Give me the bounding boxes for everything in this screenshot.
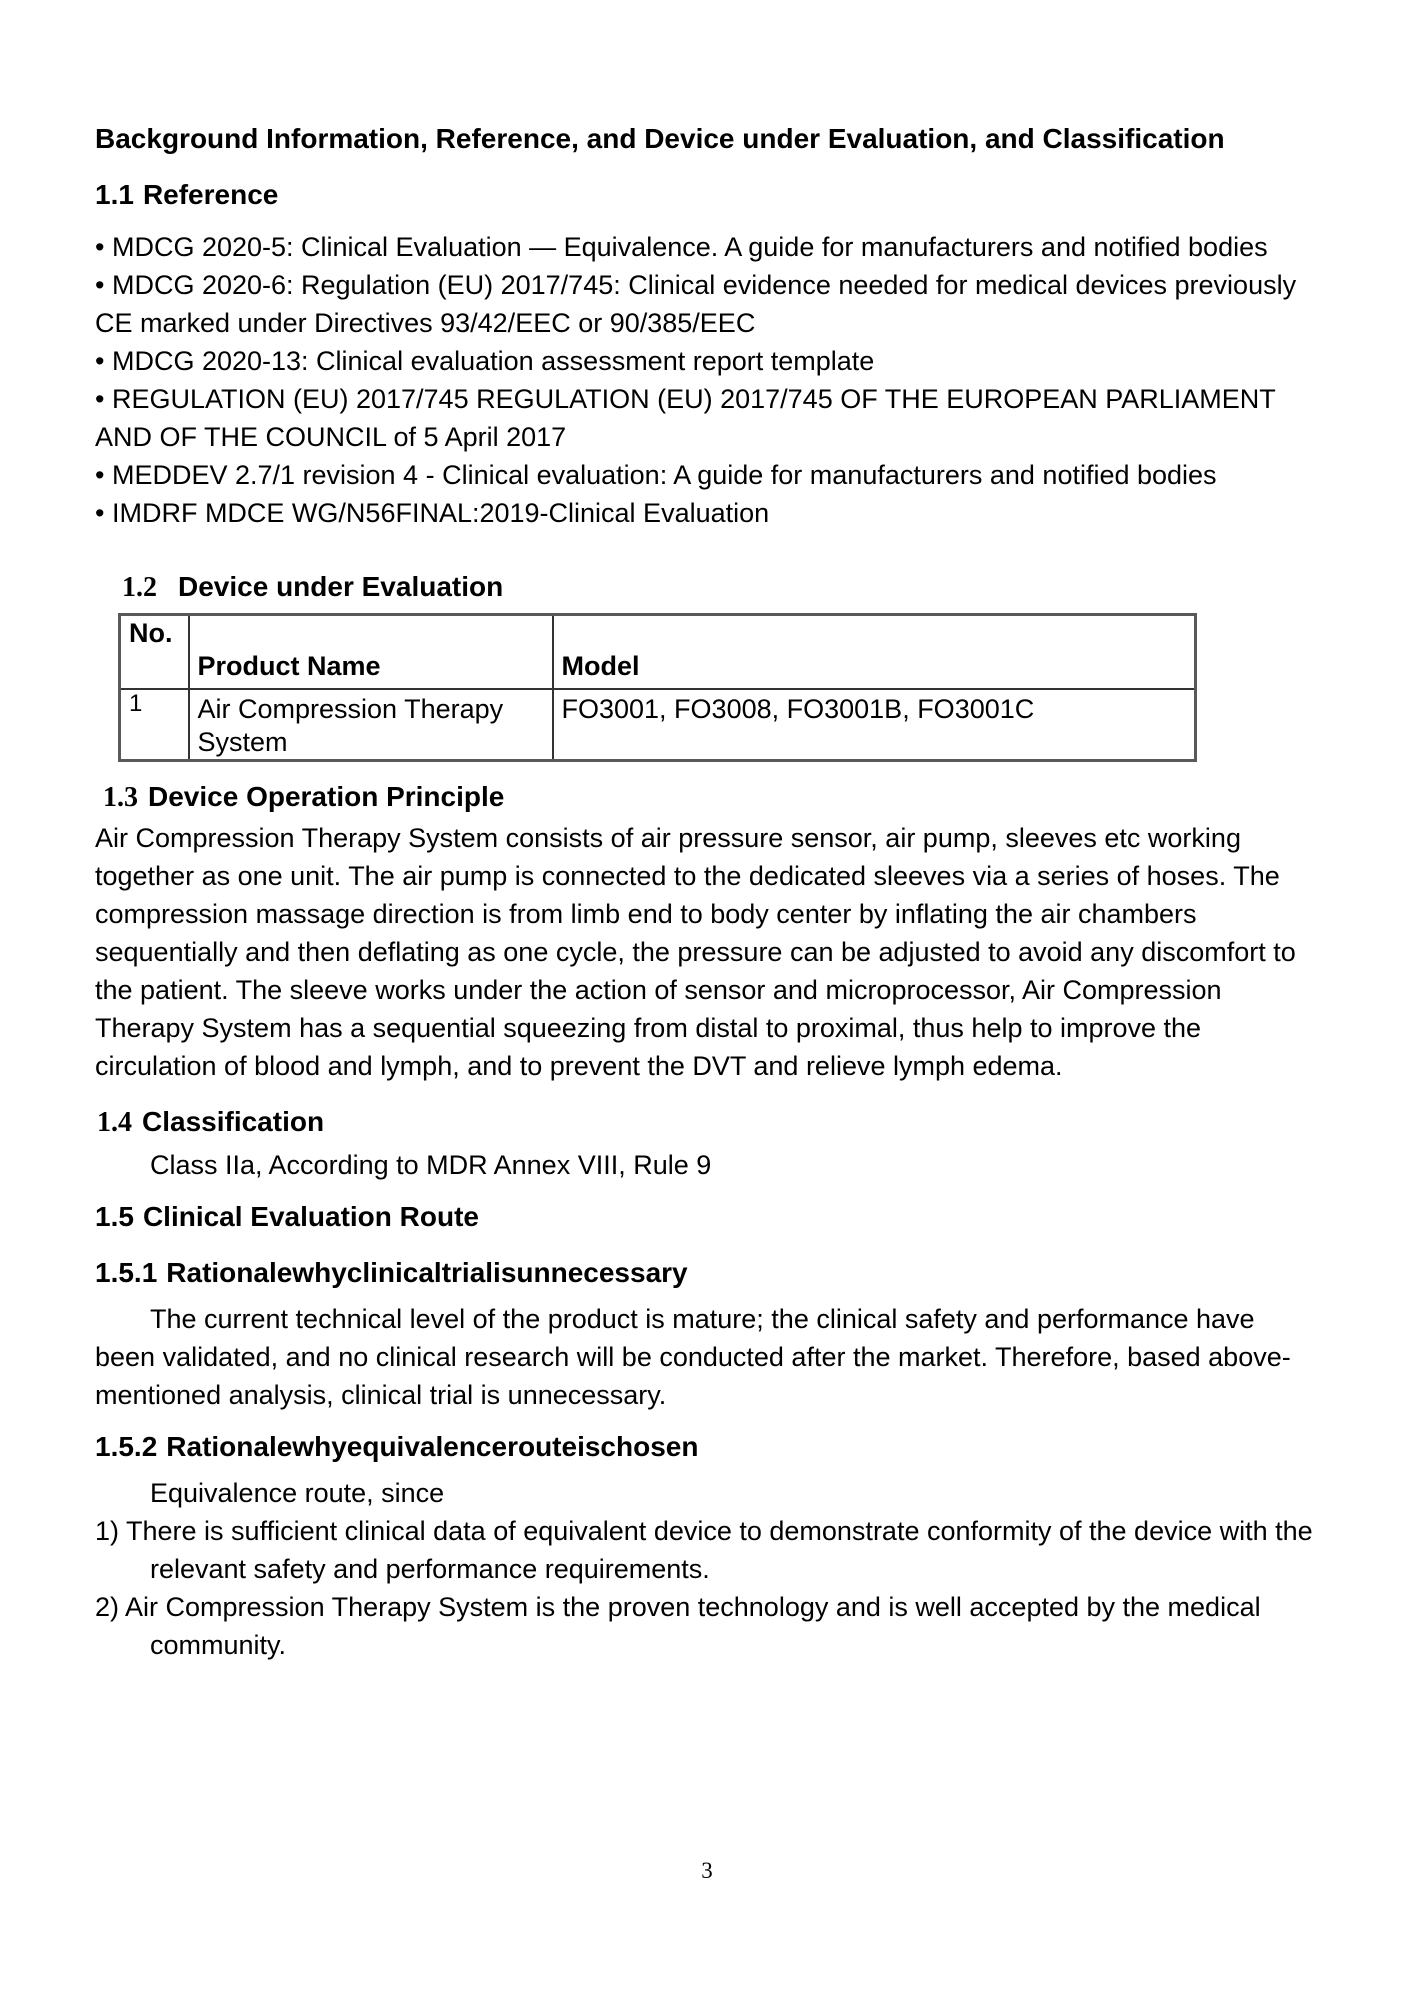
cell-model: FO3001, FO3008, FO3001B, FO3001C — [553, 689, 1196, 761]
equivalence-intro: Equivalence route, since — [150, 1478, 445, 1508]
section-number: 1.2 — [122, 572, 157, 603]
reference-item: • MDCG 2020-6: Regulation (EU) 2017/745: Clinical evidence needed for medical devices previously CE marked under Directives 93/42/EEC or 90/385/EEC — [95, 270, 1297, 338]
section-title: Classification — [142, 1106, 325, 1137]
section-title: Rationalewhyclinicaltrialisunnecessary — [166, 1257, 688, 1288]
table-header-product-name: Product Name — [189, 615, 553, 690]
table-header-row — [120, 615, 1196, 690]
equivalence-list — [95, 1512, 1320, 1664]
section-heading-1-5-2 — [95, 1430, 1320, 1464]
device-table — [118, 613, 1197, 762]
section-number: 1.5 — [95, 1201, 134, 1232]
reference-item: • MDCG 2020-5: Clinical Evaluation — Equivalence. A guide for manufacturers and notified bodies — [95, 232, 1268, 262]
section-title: Clinical Evaluation Route — [142, 1201, 479, 1232]
section-number: 1.5.1 — [95, 1257, 158, 1288]
table-header-model: Model — [553, 615, 1196, 690]
reference-item: • REGULATION (EU) 2017/745 REGULATION (EU) 2017/745 OF THE EUROPEAN PARLIAMENT AND OF THE COUNCIL of 5 April 2017 — [95, 384, 1276, 452]
reference-item: • IMDRF MDCE WG/N56FINAL:2019-Clinical Evaluation — [95, 498, 770, 528]
rationale-trial-paragraph: The current technical level of the product is mature; the clinical safety and performance have been validated, and no clinical research will be conducted after the market. Therefore, based above-mentioned analysis, clinical trial is unnecessary. — [95, 1304, 1291, 1410]
section-title: Device under Evaluation — [178, 571, 504, 602]
section-heading-1-5-1 — [95, 1256, 1320, 1290]
equivalence-item-2: 2) Air Compression Therapy System is the proven technology and is well accepted by the medical community. — [95, 1592, 1261, 1660]
section-number: 1.5.2 — [95, 1431, 158, 1462]
section-heading-1-3 — [95, 780, 1320, 815]
section-title: Reference — [142, 179, 279, 210]
operation-paragraph: Air Compression Therapy System consists of air pressure sensor, air pump, sleeves etc working together as one unit. The air pump is connected to the dedicated sleeves via a series of hoses. The compression massage direction is from limb end to body center by inflating the air chambers sequentially and then deflating as one cycle, the pressure can be adjusted to avoid any discomfort to the patient. The sleeve works under the action of sensor and microprocessor, Air Compression Therapy System has a sequential squeezing from distal to proximal, thus help to improve the circulation of blood and lymph, and to prevent the DVT and relieve lymph edema. — [95, 823, 1296, 1081]
section-heading-1-5 — [95, 1200, 1320, 1234]
section-title: Device Operation Principle — [148, 781, 505, 812]
classification-text: Class IIa, According to MDR Annex VIII, Rule 9 — [150, 1150, 712, 1180]
cell-no: 1 — [120, 689, 189, 761]
table-row — [120, 689, 1196, 761]
section-heading-1-2 — [95, 570, 1320, 605]
section-number: 1.3 — [103, 782, 138, 813]
reference-item: • MDCG 2020-13: Clinical evaluation assessment report template — [95, 346, 875, 376]
reference-list — [95, 228, 1320, 532]
equivalence-item-1: 1) There is sufficient clinical data of equivalent device to demonstrate conformity of the device with the relevant safety and performance requirements. — [95, 1516, 1313, 1584]
page-title: Background Information, Reference, and Device under Evaluation, and Classification — [95, 123, 1225, 154]
table-header-no: No. — [120, 615, 189, 690]
cell-product-name: Air Compression Therapy System — [189, 689, 553, 761]
section-heading-1-1 — [95, 178, 1320, 212]
section-title: Rationalewhyequivalencerouteischosen — [166, 1431, 699, 1462]
page-number: 3 — [701, 1858, 713, 1883]
section-number: 1.4 — [97, 1107, 132, 1138]
reference-item: • MEDDEV 2.7/1 revision 4 - Clinical evaluation: A guide for manufacturers and notified bodies — [95, 460, 1217, 490]
section-number: 1.1 — [95, 179, 134, 210]
section-heading-1-4 — [95, 1105, 1320, 1140]
